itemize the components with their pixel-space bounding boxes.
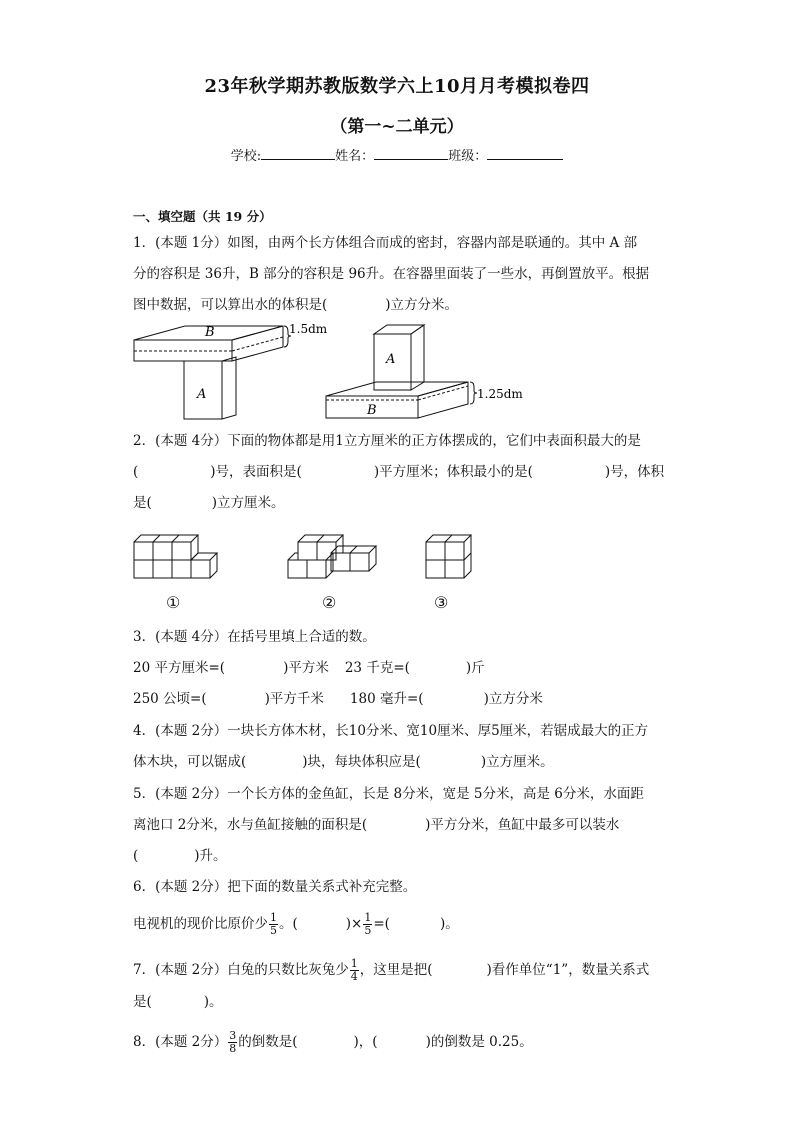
q3-text: 180 毫升=( (349, 691, 424, 707)
fig-label-b-right: B (367, 403, 377, 418)
q7-text: 7．(本题 2分）白兔的只数比灰兔少 (133, 962, 349, 978)
name-field[interactable] (374, 147, 448, 160)
q8-text: 8．(本题 2分） (133, 1034, 228, 1050)
q6-text: 。( (279, 916, 298, 932)
q3-line3 (133, 690, 543, 708)
name-label: 姓名： (335, 149, 375, 164)
q2-text: ( (133, 464, 139, 480)
q1-text: 图中数据，可以算出水的体积是( (133, 297, 328, 313)
q3-text: 20 平方厘米=( (133, 660, 226, 676)
q8-text: )，( (353, 1034, 378, 1050)
fig-dim-1: 1.5dm (289, 322, 328, 336)
q7-text: ，这里是把( (359, 962, 433, 978)
q2-text: )平方厘米；体积最小的是( (373, 464, 533, 480)
school-field[interactable] (261, 147, 335, 160)
q7-text: )。 (203, 994, 223, 1010)
q5-text: 离池口 2分米，水与鱼缸接触的面积是( (133, 817, 368, 833)
q6-fraction-1: $\frac{1}{5}$ (270, 911, 277, 937)
q3-text: 23 千克=( (344, 660, 410, 676)
q7-text: )看作单位“1”，数量关系式 (486, 962, 650, 978)
q2-cube-figures (130, 528, 490, 586)
q4-line1: 4．(本题 2分）一块长方体木材，长10分米、宽10厘米、厚5厘米，若锯成最大的正方 (133, 723, 649, 739)
q1-line2: 分的容积是 36升，B 部分的容积是 96升。在容器里面装了一些水，再倒置放平。根据 (133, 266, 650, 282)
q6-line1: 6．(本题 2分）把下面的数量关系式补充完整。 (133, 879, 417, 895)
q8-fraction: $\frac{3}{8}$ (229, 1029, 237, 1055)
q7-text: 是( (133, 994, 152, 1010)
q1-container-figure (130, 320, 550, 425)
q4-line2 (133, 753, 554, 771)
page-subtitle: （第一~二单元） (330, 117, 464, 137)
q2-line3 (133, 494, 285, 512)
q1-line1: 1．(本题 1分）如图，由两个长方体组合而成的密封，容器内部是联通的。其中 A 部 (133, 235, 638, 251)
q2-figure-label-2: ② (322, 593, 337, 612)
q7-line2 (133, 993, 223, 1011)
q4-text: )立方厘米。 (480, 754, 554, 770)
q3-text: )平方千米 (264, 691, 324, 707)
q6-line2 (133, 912, 459, 937)
q2-text: )号，表面积是( (210, 464, 302, 480)
q2-figure-label-3: ③ (434, 593, 449, 612)
school-label: 学校: (230, 149, 262, 164)
q3-line1: 3．(本题 4分）在括号里填上合适的数。 (133, 629, 376, 645)
q5-text: ( (133, 848, 139, 864)
q3-text: )立方分米 (483, 691, 543, 707)
q5-line1: 5．(本题 2分）一个长方体的金鱼缸，长是 8分米，宽是 5分米，高是 6分米，水面距 (133, 786, 644, 802)
q5-text: )升。 (194, 848, 227, 864)
fig-label-a-left: A (197, 387, 207, 402)
class-field[interactable] (487, 147, 563, 160)
q2-line1: 2．(本题 4分）下面的物体都是用1立方厘米的正方体摆成的，它们中表面积最大的是 (133, 433, 641, 449)
q8-line1 (133, 1030, 533, 1055)
q4-text: 体木块，可以锯成( (133, 754, 247, 770)
q2-text: 是( (133, 495, 152, 511)
q3-text: 250 公顷=( (133, 691, 207, 707)
q7-fraction: $\frac{1}{4}$ (350, 957, 358, 983)
q1-line3 (133, 296, 458, 314)
q8-text: 的倒数是( (238, 1034, 298, 1050)
section-heading: 一、填空题（共 19 分） (133, 209, 272, 224)
q2-line2 (133, 463, 664, 481)
q4-text: )块，每块体积应是( (302, 754, 421, 770)
q6-text: =( (373, 916, 390, 932)
fig-dim-2: 1.25dm (477, 387, 523, 401)
q6-text: )。 (439, 916, 459, 932)
q6-text: 电视机的现价比原价少 (133, 916, 268, 932)
q6-fraction-2: $\frac{1}{5}$ (364, 911, 372, 937)
q5-line2 (133, 816, 619, 834)
q2-text: )号，体积 (604, 464, 665, 480)
q3-text: )平方米 (283, 660, 329, 676)
class-label: 班级： (448, 149, 488, 164)
q8-text: )的倒数是 0.25。 (425, 1034, 533, 1050)
q5-line3 (133, 847, 227, 865)
q5-text: )平方分米，鱼缸中最多可以装水 (425, 817, 620, 833)
q6-text: )× (345, 916, 363, 932)
q7-line1 (133, 958, 649, 983)
fig-label-b-left: B (205, 325, 215, 340)
q2-figure-label-1: ① (166, 593, 181, 612)
student-info-line (0, 145, 794, 164)
q3-text: )斤 (465, 660, 485, 676)
fig-label-a-right: A (386, 352, 396, 367)
page-title: 23年秋学期苏教版数学六上10月月考模拟卷四 (204, 76, 590, 97)
q2-text: )立方厘米。 (211, 495, 285, 511)
q1-text-end: )立方分米。 (385, 297, 459, 313)
q3-line2 (133, 659, 485, 677)
